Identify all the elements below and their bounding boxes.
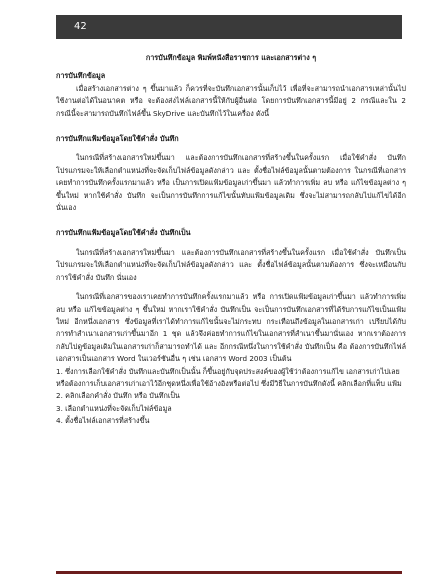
section-heading: การบันทึกแฟ้มข้อมูลโดยใช้คำสั่ง บันทึกเป็น bbox=[56, 228, 191, 238]
page-number: 42 bbox=[74, 21, 87, 32]
section-heading: การบันทึกข้อมูล bbox=[56, 71, 106, 81]
document-body bbox=[56, 52, 406, 428]
page-number-header bbox=[56, 15, 402, 39]
paragraph: ในกรณีที่สร้างเอกสารใหม่ขึ้นมา และต้องการบันทึกเอกสารที่สร้างขึ้นในครั้งแรก เมื่อใช้คำสั่ง บันทึกเป็น โปรแกรมจะให้เลือกตำแหน่งที่จะจัดเก็บไฟล์ข้อมูลดังกล่าว และ ตั้งชื่อไฟล์ข้อมูลนั้นตามต้องการ ซึ่งจะเหมือนกับการใช้คำสั่ง บันทึก นั่นเอง bbox=[56, 247, 406, 282]
footer-rule bbox=[56, 571, 402, 574]
paragraph: ในกรณีที่สร้างเอกสารใหม่ขึ้นมา และต้องการบันทึกเอกสารที่สร้างขึ้นในครั้งแรก เมื่อใช้คำสั่ง บันทึก โปรแกรมจะให้เลือกตำแหน่งที่จะจัดเก็บไฟล์ข้อมูลดังกล่าว และ ตั้งชื่อไฟล์ข้อมูลนั้นตามต้องการ ในกรณีที่เอกสารเคยทำการบันทึกครั้งแรกมาแล้ว หรือ เป็นการเปิดแฟ้มข้อมูลเก่าขึ้นมา แล้วทำการเพิ่ม ลบ หรือ แก้ไขข้อมูลต่าง ๆ ขึ้นใหม่ หากใช้คำสั่ง บันทึก จะเป็นการบันทึกการแก้ไขนั้นทับแฟ้มข้อมูลเดิม ซึ่งจะไม่สามารถกลับไปแก้ไขได้อีกนั่นเอง bbox=[56, 153, 406, 213]
list-item: 4. ตั้งชื่อไฟล์เอกสารที่สร้างขึ้น bbox=[56, 416, 150, 426]
section-heading: การบันทึกแฟ้มข้อมูลโดยใช้คำสั่ง บันทึก bbox=[56, 134, 179, 144]
list-item: 3. เลือกตำแหน่งที่จะจัดเก็บไฟล์ข้อมูล bbox=[56, 403, 172, 413]
list-item: 1. ซึ่งการเลือกใช้คำสั่ง บันทึกและบันทึกเป็นนั้น ก็ขึ้นอยู่กับจุดประสงค์ของผู้ใช้ว่าต้องการแก้ไข เอกสารเก่าไปเลย หรือต้องการเก็บเอกสารเก่าเอาไว้อีกชุดหนึ่งเพื่อใช้อ้างอิงหรือต่อไป ซึ่งมีวิธีในการบันทึกดังนี้ คลิกเลือกที่แท็บ แฟ้ม bbox=[56, 366, 402, 388]
list-item: 2. คลิกเลือกคำสั่ง บันทึก หรือ บันทึกเป็น bbox=[56, 391, 180, 401]
paragraph: เมื่อสร้างเอกสารต่าง ๆ ขึ้นมาแล้ว ก็ควรที่จะบันทึกเอกสารนั้นเก็บไว้ เพื่อที่จะสามารถนำเอกสารเหล่านั้นไปใช้งานต่อได้ในอนาคต หรือ จะต้องส่งไฟล์เอกสารนี้ให้กับผู้อื่นต่อ โดยการบันทึกเอกสารนี้มีอยู่ 2 กรณีและใน 2 กรณีนี้จะสามารถบันทึกไฟล์ขึ้น SkyDrive และบันทึกไว้ในเครื่อง ดังนี้ bbox=[56, 83, 406, 118]
document-title: การบันทึกข้อมูล พิมพ์หนังสือราชการ และเอกสารต่าง ๆ bbox=[145, 53, 317, 62]
paragraph: ในกรณีที่เอกสารของเราเคยทำการบันทึกครั้งแรกมาแล้ว หรือ การเปิดแฟ้มข้อมูลเก่าขึ้นมา แล้วทำการเพิ่ม ลบ หรือ แก้ไขข้อมูลต่าง ๆ ขึ้นใหม่ หากเราใช้คำสั่ง บันทึกเป็น จะเป็นการบันทึกเอกสารที่ได้รับการแก้ไขเป็นแฟ้มใหม่ อีกหนึ่งเอกสาร ซึ่งข้อมูลที่เราได้ทำการแก้ไขนั้นจะไม่กระทบ กระเทือนถึงข้อมูลในเอกสารเก่า เปรียบได้กับการทำสำเนาเอกสารเก่าขึ้นมาอีก 1 ชุด แล้วจึงค่อยทำการแก้ไขในเอกสารที่สำเนาขึ้นมานั่นเอง หากเราต้องการกลับไปดูข้อมูลเดิมในเอกสารเก่าก็สามารถทำได้ และ อีกกรณีหนึ่งในการใช้คำสั่ง บันทึกเป็น คือ ต้องการบันทึกไฟล์เอกสารเป็นเอกสาร Word ในเวอร์ชันอื่น ๆ เช่น เอกสาร Word 2003 เป็นต้น bbox=[56, 292, 406, 364]
